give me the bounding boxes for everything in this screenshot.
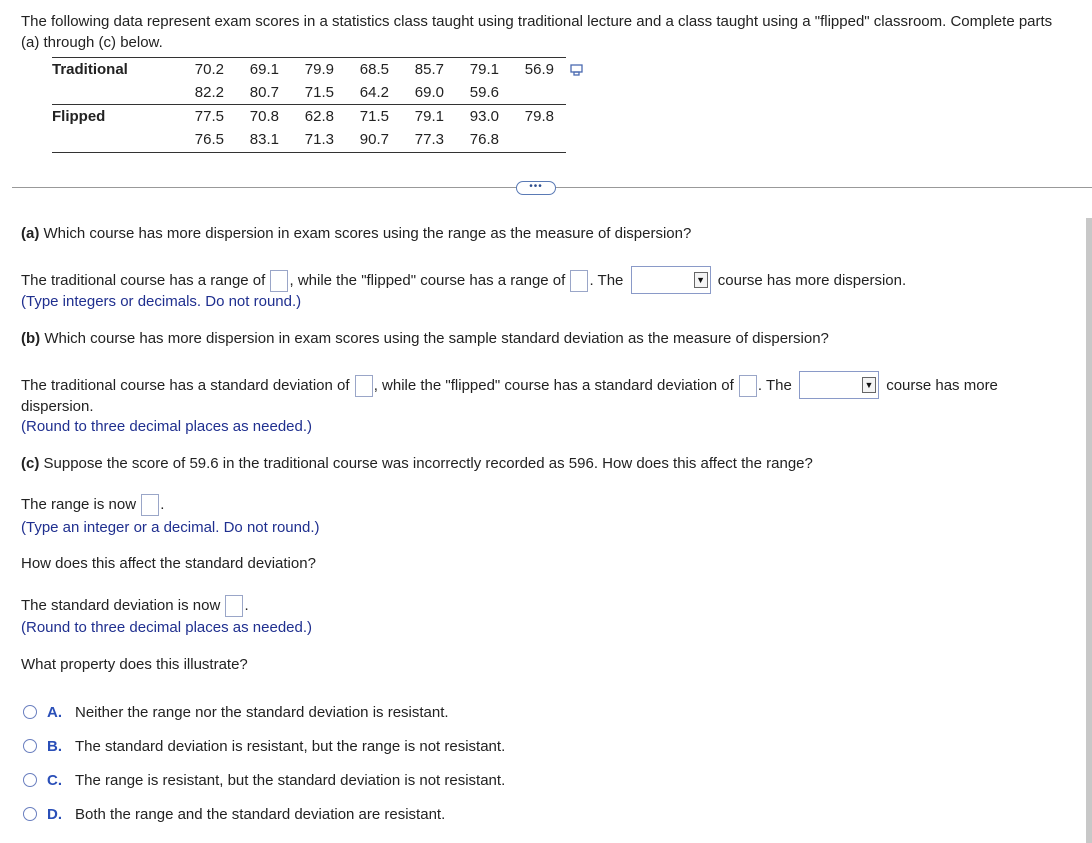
part-b-text-5: dispersion. — [21, 398, 94, 415]
part-b-question — [21, 329, 829, 349]
table-cell: 79.1 — [414, 108, 444, 125]
part-c-question — [21, 454, 813, 474]
table-cell: 77.3 — [414, 131, 444, 148]
option-letter: D. — [47, 806, 62, 823]
new-sd-hint: (Round to three decimal places as needed.) — [21, 619, 313, 636]
dropdown-arrow-icon: ▼ — [694, 272, 708, 288]
new-sd-line — [21, 595, 249, 617]
table-cell: 76.8 — [469, 131, 499, 148]
option-text: Neither the range nor the standard deviation is resistant. — [75, 704, 449, 721]
traditional-range-input[interactable] — [270, 270, 288, 292]
flipped-range-input[interactable] — [570, 270, 588, 292]
part-a-answer-line — [21, 266, 906, 294]
table-cell: 79.9 — [304, 61, 334, 78]
table-cell: 77.5 — [194, 108, 224, 125]
table-cell: 62.8 — [304, 108, 334, 125]
vertical-scrollbar[interactable] — [1086, 218, 1092, 843]
period: . — [160, 496, 165, 513]
table-cell: 71.5 — [304, 84, 334, 101]
table-cell: 76.5 — [194, 131, 224, 148]
part-b-question-text: Which course has more dispersion in exam scores using the sample standard deviation as the measure of dispersion? — [40, 330, 829, 347]
flipped-label: Flipped — [52, 108, 106, 125]
part-a-question — [21, 224, 691, 244]
new-range-hint: (Type an integer or a decimal. Do not round.) — [21, 519, 320, 536]
option-text: Both the range and the standard deviation are resistant. — [75, 806, 446, 823]
part-a-course-dropdown[interactable] — [631, 266, 711, 294]
part-a-label: (a) — [21, 225, 40, 242]
table-cell: 69.1 — [249, 61, 279, 78]
part-a-hint: (Type integers or decimals. Do not round.) — [21, 293, 302, 310]
new-sd-text: The standard deviation is now — [21, 597, 225, 614]
table-cell: 59.6 — [469, 84, 499, 101]
table-cell: 68.5 — [359, 61, 389, 78]
new-range-line — [21, 494, 164, 516]
table-cell: 70.8 — [249, 108, 279, 125]
part-b-label: (b) — [21, 330, 41, 347]
option-c[interactable] — [23, 771, 505, 791]
dropdown-arrow-icon: ▼ — [862, 377, 876, 393]
property-question: What property does this illustrate? — [21, 656, 248, 673]
option-a[interactable] — [23, 703, 449, 723]
table-cell: 82.2 — [194, 84, 224, 101]
part-b-text-3: . The — [757, 377, 792, 394]
part-b-hint: (Round to three decimal places as needed.) — [21, 418, 313, 435]
part-a-text-3: . The — [589, 272, 624, 289]
option-text: The range is resistant, but the standard deviation is not resistant. — [75, 772, 506, 789]
table-cell: 70.2 — [194, 61, 224, 78]
option-b[interactable] — [23, 737, 505, 757]
flipped-sd-input[interactable] — [739, 375, 757, 397]
radio-button-icon[interactable] — [23, 739, 37, 753]
option-letter: C. — [47, 772, 62, 789]
radio-button-icon[interactable] — [23, 773, 37, 787]
problem-intro: The following data represent exam scores in a statistics class taught using traditional lecture and a class taught using a "flipped" classroom. Complete parts (a) through (c) below. — [21, 13, 1053, 51]
table-cell: 83.1 — [249, 131, 279, 148]
traditional-label: Traditional — [52, 61, 128, 78]
period: . — [244, 597, 249, 614]
table-bottom-rule — [52, 152, 566, 153]
part-c-label: (c) — [21, 455, 40, 472]
table-cell: 79.8 — [524, 108, 554, 125]
part-b-text-4: course has more — [886, 377, 998, 394]
table-cell: 71.5 — [359, 108, 389, 125]
table-cell: 56.9 — [524, 61, 554, 78]
table-cell: 90.7 — [359, 131, 389, 148]
part-a-question-text: Which course has more dispersion in exam scores using the range as the measure of dispersion? — [39, 225, 692, 242]
new-range-input[interactable] — [141, 494, 159, 516]
radio-button-icon[interactable] — [23, 807, 37, 821]
part-b-text-2: , while the "flipped" course has a standard deviation of — [373, 377, 738, 394]
traditional-sd-input[interactable] — [355, 375, 373, 397]
part-b-course-dropdown[interactable] — [799, 371, 879, 399]
table-cell: 71.3 — [304, 131, 334, 148]
part-a-text-2: , while the "flipped" course has a range of — [289, 272, 570, 289]
part-a-text-4: course has more dispersion. — [717, 272, 907, 289]
copy-data-icon[interactable] — [570, 63, 584, 75]
table-cell: 64.2 — [359, 84, 389, 101]
table-cell: 85.7 — [414, 61, 444, 78]
table-cell: 93.0 — [469, 108, 499, 125]
part-b-answer-line — [21, 371, 998, 399]
table-cell: 79.1 — [469, 61, 499, 78]
radio-button-icon[interactable] — [23, 705, 37, 719]
option-d[interactable] — [23, 805, 445, 825]
table-cell: 80.7 — [249, 84, 279, 101]
more-options-button[interactable]: ••• — [516, 181, 556, 195]
new-sd-input[interactable] — [225, 595, 243, 617]
part-b-text-1: The traditional course has a standard deviation of — [21, 377, 354, 394]
option-letter: A. — [47, 704, 62, 721]
table-cell: 69.0 — [414, 84, 444, 101]
part-c-question-text: Suppose the score of 59.6 in the traditional course was incorrectly recorded as 596. How does this affect the range? — [39, 455, 813, 472]
sd-effect-question: How does this affect the standard deviation? — [21, 555, 316, 572]
part-a-text-1: The traditional course has a range of — [21, 272, 270, 289]
option-letter: B. — [47, 738, 62, 755]
new-range-text: The range is now — [21, 496, 141, 513]
option-text: The standard deviation is resistant, but the range is not resistant. — [75, 738, 506, 755]
